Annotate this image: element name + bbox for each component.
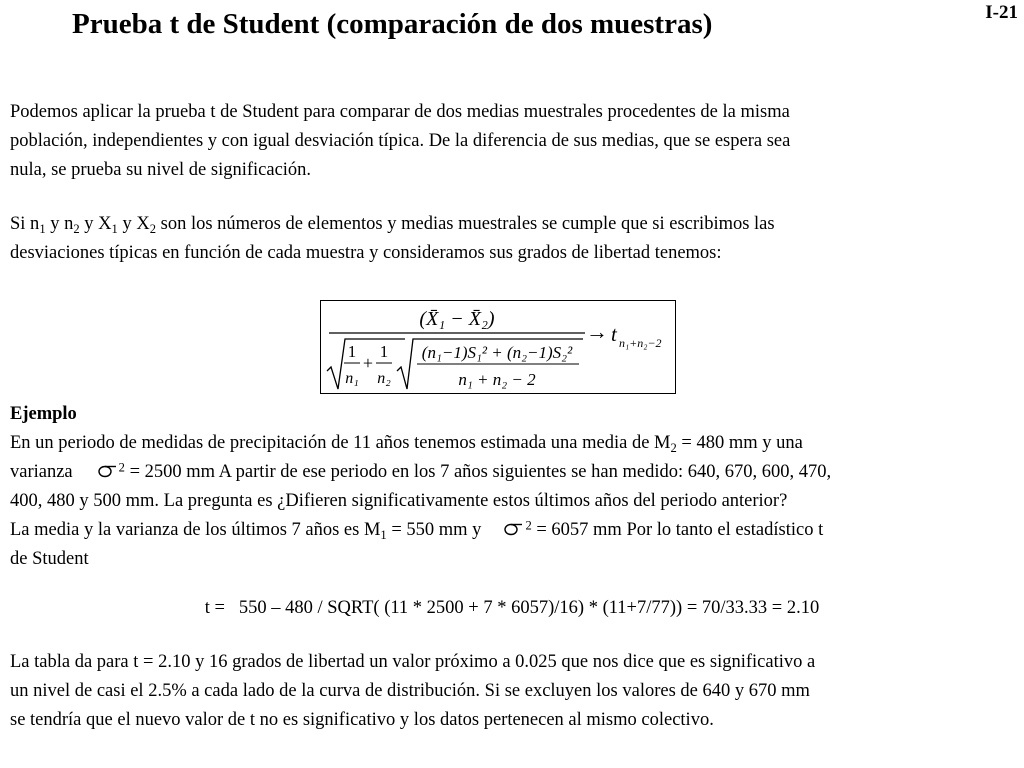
definition-text: y X — [79, 214, 112, 234]
definition-text: son los números de elementos y medias muestrales se cumple que si escribimos las — [156, 214, 775, 234]
formula-numerator: (X̄₁ − X̄₂) — [419, 308, 495, 330]
t-distribution-symbol: t — [611, 322, 617, 346]
fraction-n1: n₁ — [345, 370, 359, 387]
conclusion-line: un nivel de casi el 2.5% a cada lado de la curva de distribución. Si se excluyen los valores de 640 y 670 mm — [10, 681, 810, 701]
plus-sign: + — [362, 353, 374, 373]
intro-line: población, independientes y con igual desviación típica. De la diferencia de sus medias, que se espera sea — [10, 131, 791, 151]
subscript: 2 — [149, 221, 156, 236]
example-text: La media y la varianza de los últimos 7 años es M — [10, 520, 381, 540]
example-text: 400, 480 y 500 mm. La pregunta es ¿Difieren significativamente estos últimos años del periodo anterior? — [10, 491, 788, 511]
intro-line: nula, se prueba su nivel de significación. — [10, 160, 312, 180]
conclusion-line: La tabla da para t = 2.10 y 16 grados de libertad un valor próximo a 0.025 que nos dice que es significativo a — [10, 652, 816, 672]
example-paragraph — [10, 429, 1014, 574]
definition-text: y X — [117, 214, 150, 234]
sigma-icon — [503, 520, 523, 536]
sigma-icon — [97, 462, 117, 478]
example-text: En un periodo de medidas de precipitación de 11 años tenemos estimada una media de M — [10, 433, 671, 453]
subscript: 1 — [39, 221, 46, 236]
inner-denominator: n₁ + n₂ − 2 — [458, 370, 536, 389]
definition-text: desviaciones típicas en función de cada muestra y consideramos sus grados de libertad tenemos: — [10, 243, 722, 263]
superscript: 2 — [525, 518, 532, 533]
arrow-icon: → — [586, 319, 608, 344]
example-text: = 480 mm y una — [676, 433, 803, 453]
slide-number: I-21 — [985, 2, 1018, 23]
intro-paragraph — [10, 98, 1014, 185]
subscript: 1 — [380, 527, 387, 542]
definition-paragraph — [10, 210, 1014, 268]
fraction-n2: n₂ — [377, 370, 391, 387]
fraction-one-first: 1 — [347, 342, 357, 361]
t-calculation: t = 550 – 480 / SQRT( (11 * 2500 + 7 * 6057)/16) * (11+7/77)) = 70/33.33 = 2.10 — [204, 598, 820, 618]
conclusion-line: se tendría que el nuevo valor de t no es significativo y los datos pertenecen al mismo colectivo. — [10, 710, 714, 730]
definition-text: y n — [45, 214, 74, 234]
conclusion-paragraph — [10, 648, 1014, 735]
subscript: 2 — [670, 440, 677, 455]
intro-line: Podemos aplicar la prueba t de Student para comparar de dos medias muestrales procedentes de la misma — [10, 102, 790, 122]
inner-numerator: (n₁−1)S₁² + (n₂−1)S₂² — [421, 343, 573, 362]
slide-title: Prueba t de Student (comparación de dos muestras) — [72, 8, 713, 40]
formula-box — [320, 300, 676, 394]
subscript: 1 — [111, 221, 118, 236]
example-text: varianza — [10, 462, 73, 482]
definition-text: Si n — [10, 214, 40, 234]
fraction-one-second: 1 — [379, 342, 389, 361]
t-statistic-formula — [321, 301, 677, 395]
example-text: de Student — [10, 549, 89, 569]
example-text: = 2500 mm A partir de ese periodo en los 7 años siguientes se han medido: 640, 670, 600, 470, — [124, 462, 832, 482]
example-text: = 550 mm y — [386, 520, 482, 540]
superscript: 2 — [118, 460, 125, 475]
degrees-of-freedom-subscript: n₁+n₂−2 — [619, 336, 662, 350]
example-text: = 6057 mm Por lo tanto el estadístico t — [531, 520, 824, 540]
example-heading: Ejemplo — [10, 404, 77, 424]
subscript: 2 — [73, 221, 80, 236]
